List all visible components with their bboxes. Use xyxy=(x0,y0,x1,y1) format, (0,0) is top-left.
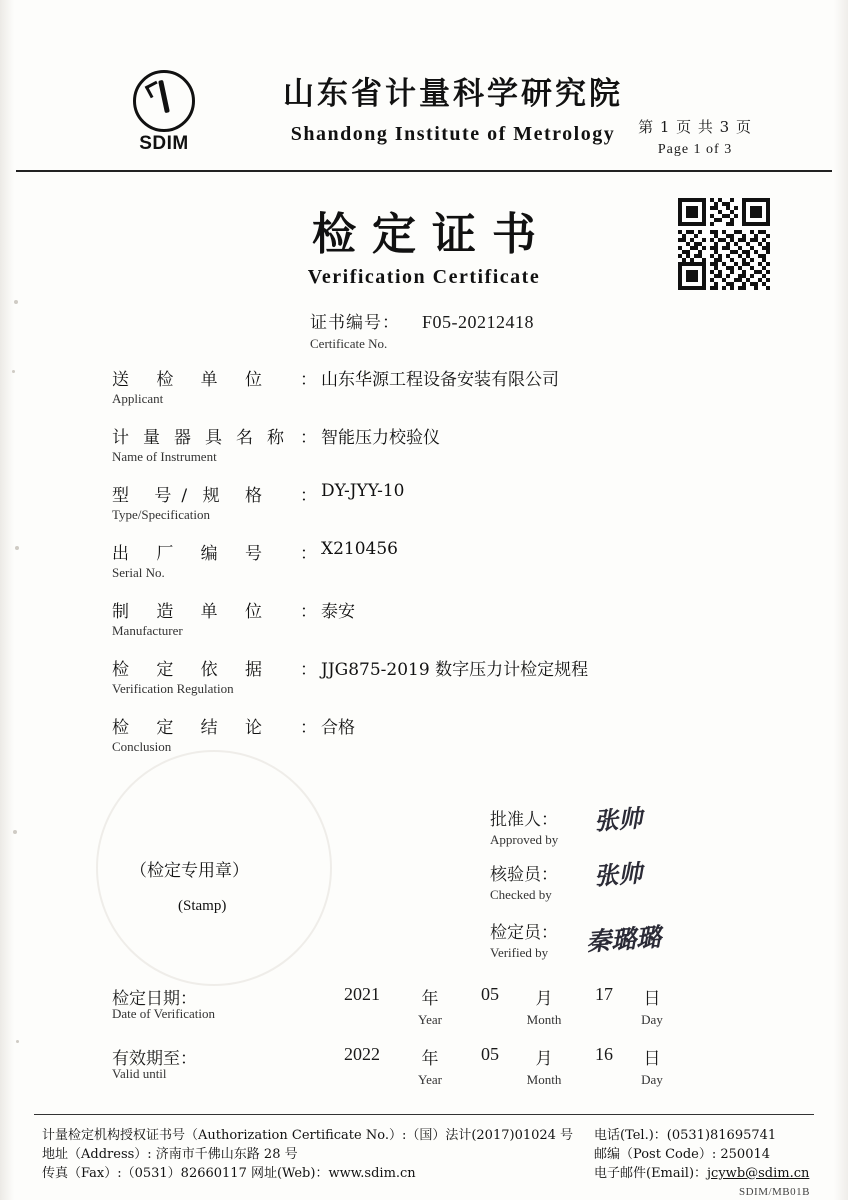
field-type-spec xyxy=(112,481,812,524)
field-value-manufacturer: 泰安 xyxy=(321,602,355,622)
signature-approved-by xyxy=(490,805,558,848)
logo-text: SDIM xyxy=(139,133,189,154)
signature-name-verified-by: 秦璐璐 xyxy=(585,922,663,957)
date-year-unit-en: Year xyxy=(418,1012,442,1027)
date-month-unit xyxy=(520,984,568,1028)
certificate-number-label-en: Certificate No. xyxy=(310,336,388,351)
field-colon: ： xyxy=(300,544,317,564)
field-colon: ： xyxy=(300,602,317,622)
page-number xyxy=(638,116,752,160)
sdim-logo xyxy=(128,70,200,154)
date-year xyxy=(332,984,392,1005)
field-label-cn: 出 厂 编 号 xyxy=(112,544,262,564)
scan-speck xyxy=(16,1040,19,1043)
signature-checked-by xyxy=(490,860,558,903)
field-value-conclusion: 合格 xyxy=(321,718,355,738)
date-of-verification-row xyxy=(112,984,778,1034)
date-year xyxy=(332,1044,392,1065)
date-month-unit xyxy=(520,1044,568,1088)
footer-divider xyxy=(34,1114,814,1115)
field-colon: ： xyxy=(300,428,317,448)
document-title-cn: 检定证书 xyxy=(312,209,552,260)
field-label-cn: 型 号/ 规 格 xyxy=(112,486,262,506)
date-day-unit-cn: 日 xyxy=(643,1049,661,1069)
footer-postcode: 邮编（Post Code）: 250014 xyxy=(594,1147,771,1162)
signature-label-cn: 检定员： xyxy=(490,923,558,943)
footer-row-fax xyxy=(42,1164,810,1183)
date-label-cn: 有效期至： xyxy=(112,1049,197,1069)
header-divider xyxy=(16,170,832,172)
date-year-unit xyxy=(410,1044,450,1088)
date-month-unit-cn: 月 xyxy=(535,1049,553,1069)
date-day xyxy=(584,984,624,1005)
document-header xyxy=(0,62,848,162)
footer-email-label: 电子邮件(Email)： xyxy=(594,1166,708,1181)
date-month-unit-cn: 月 xyxy=(535,989,553,1009)
field-label-en: Type/Specification xyxy=(112,507,211,522)
qr-code-icon xyxy=(678,198,770,290)
document-form-code: SDIM/MB01B xyxy=(738,1186,810,1198)
footer-email xyxy=(594,1164,809,1184)
field-label-en: Serial No. xyxy=(112,565,165,580)
footer-row-auth xyxy=(42,1126,806,1145)
signature-name-approved-by: 张帅 xyxy=(593,803,644,836)
stamp-label-cn: （检定专用章） xyxy=(130,861,249,881)
field-value-applicant: 山东华源工程设备安装有限公司 xyxy=(321,370,559,390)
date-day-unit-en: Day xyxy=(641,1072,663,1087)
scan-speck xyxy=(15,546,19,550)
field-label-en: Name of Instrument xyxy=(112,449,217,464)
footer-address: 地址（Address）: 济南市千佛山东路 28 号 xyxy=(42,1147,298,1162)
page-number-cn: 第 1 页 共 3 页 xyxy=(638,118,752,136)
date-year-unit-en: Year xyxy=(418,1072,442,1087)
organization-name-en: Shandong Institute of Metrology xyxy=(290,123,616,145)
field-label xyxy=(112,481,300,524)
field-label-cn: 检 定 结 论 xyxy=(112,718,262,738)
field-label xyxy=(112,423,300,466)
valid-until-row xyxy=(112,1044,778,1094)
date-month-value: 05 xyxy=(481,984,499,1004)
signature-label-cn: 批准人： xyxy=(490,810,558,830)
field-colon: ： xyxy=(300,660,317,680)
organization-name-cn: 山东省计量科学研究院 xyxy=(283,76,623,112)
field-instrument-name xyxy=(112,423,812,466)
page-number-en: Page 1 of 3 xyxy=(657,141,733,157)
date-month-unit-en: Month xyxy=(526,1072,562,1087)
field-label-en: Verification Regulation xyxy=(112,681,234,696)
field-applicant xyxy=(112,365,812,408)
signature-label-en: Verified by xyxy=(490,945,549,960)
organization-name xyxy=(228,68,678,146)
footer-telephone: 电话(Tel.)：(0531)81695741 xyxy=(594,1128,777,1143)
field-label-cn: 计 量 器 具 名 称 xyxy=(112,428,284,448)
date-day xyxy=(584,1044,624,1065)
signature-label-cn: 核验员： xyxy=(490,865,558,885)
field-label-cn: 送 检 单 位 xyxy=(112,370,262,390)
date-year-value: 2021 xyxy=(344,984,380,1004)
field-label-en: Manufacturer xyxy=(112,623,183,638)
date-day-unit xyxy=(632,984,672,1028)
field-value-serial-no: X210456 xyxy=(321,539,398,559)
date-day-unit-en: Day xyxy=(641,1012,663,1027)
date-day-value: 16 xyxy=(595,1044,613,1064)
date-label-en: Date of Verification xyxy=(112,1006,215,1021)
date-year-unit xyxy=(410,984,450,1028)
field-label xyxy=(112,655,300,698)
scan-speck xyxy=(13,830,17,834)
signature-name-checked-by: 张帅 xyxy=(593,858,644,891)
certificate-number-value: F05-20212418 xyxy=(422,312,535,332)
date-day-unit xyxy=(632,1044,672,1088)
document-title-en: Verification Certificate xyxy=(307,266,541,288)
field-value-instrument-name: 智能压力校验仪 xyxy=(321,428,440,448)
field-colon: ： xyxy=(300,486,317,506)
signature-label-en: Approved by xyxy=(490,832,559,847)
signature-label-en: Checked by xyxy=(490,887,552,902)
footer-fax-web: 传真（Fax）:（0531）82660117 网址(Web)：www.sdim.cn xyxy=(42,1166,416,1181)
date-label-en: Valid until xyxy=(112,1066,167,1081)
field-label xyxy=(112,539,300,582)
field-label-en: Applicant xyxy=(112,391,164,406)
footer-authorization: 计量检定机构授权证书号（Authorization Certificate No.）:（国）法计(2017)01024 号 xyxy=(42,1128,574,1143)
logo-mark-icon xyxy=(133,70,195,132)
certificate-number xyxy=(310,308,534,352)
field-label-en: Conclusion xyxy=(112,739,172,754)
scan-edge-right xyxy=(834,0,848,1200)
date-month xyxy=(470,984,510,1005)
field-value-verification-regulation: JJG875-2019 数字压力计检定规程 xyxy=(321,660,589,680)
scan-speck xyxy=(14,300,18,304)
field-colon: ： xyxy=(300,718,317,738)
date-label-cn: 检定日期： xyxy=(112,989,197,1009)
date-month xyxy=(470,1044,510,1065)
footer-row-address xyxy=(42,1145,806,1164)
certificate-number-label-cn: 证书编号： xyxy=(310,313,400,333)
field-colon: ： xyxy=(300,370,317,390)
document-footer xyxy=(42,1126,810,1183)
field-label-cn: 制 造 单 位 xyxy=(112,602,262,622)
scan-speck xyxy=(12,370,15,373)
date-month-value: 05 xyxy=(481,1044,499,1064)
footer-email-value[interactable]: jcywb@sdim.cn xyxy=(707,1166,810,1181)
scan-edge-left xyxy=(0,0,14,1200)
stamp-label-en: (Stamp) xyxy=(178,898,227,914)
date-year-value: 2022 xyxy=(344,1044,380,1064)
field-label-cn: 检 定 依 据 xyxy=(112,660,262,680)
field-verification-regulation xyxy=(112,655,812,698)
field-label xyxy=(112,365,300,408)
date-year-unit-cn: 年 xyxy=(421,989,439,1009)
field-manufacturer xyxy=(112,597,812,640)
field-serial-no xyxy=(112,539,812,582)
date-day-value: 17 xyxy=(595,984,613,1004)
date-year-unit-cn: 年 xyxy=(421,1049,439,1069)
date-month-unit-en: Month xyxy=(526,1012,562,1027)
field-label xyxy=(112,597,300,640)
signature-verified-by xyxy=(490,918,558,961)
field-value-type-spec: DY-JYY-10 xyxy=(321,481,405,501)
date-day-unit-cn: 日 xyxy=(643,989,661,1009)
